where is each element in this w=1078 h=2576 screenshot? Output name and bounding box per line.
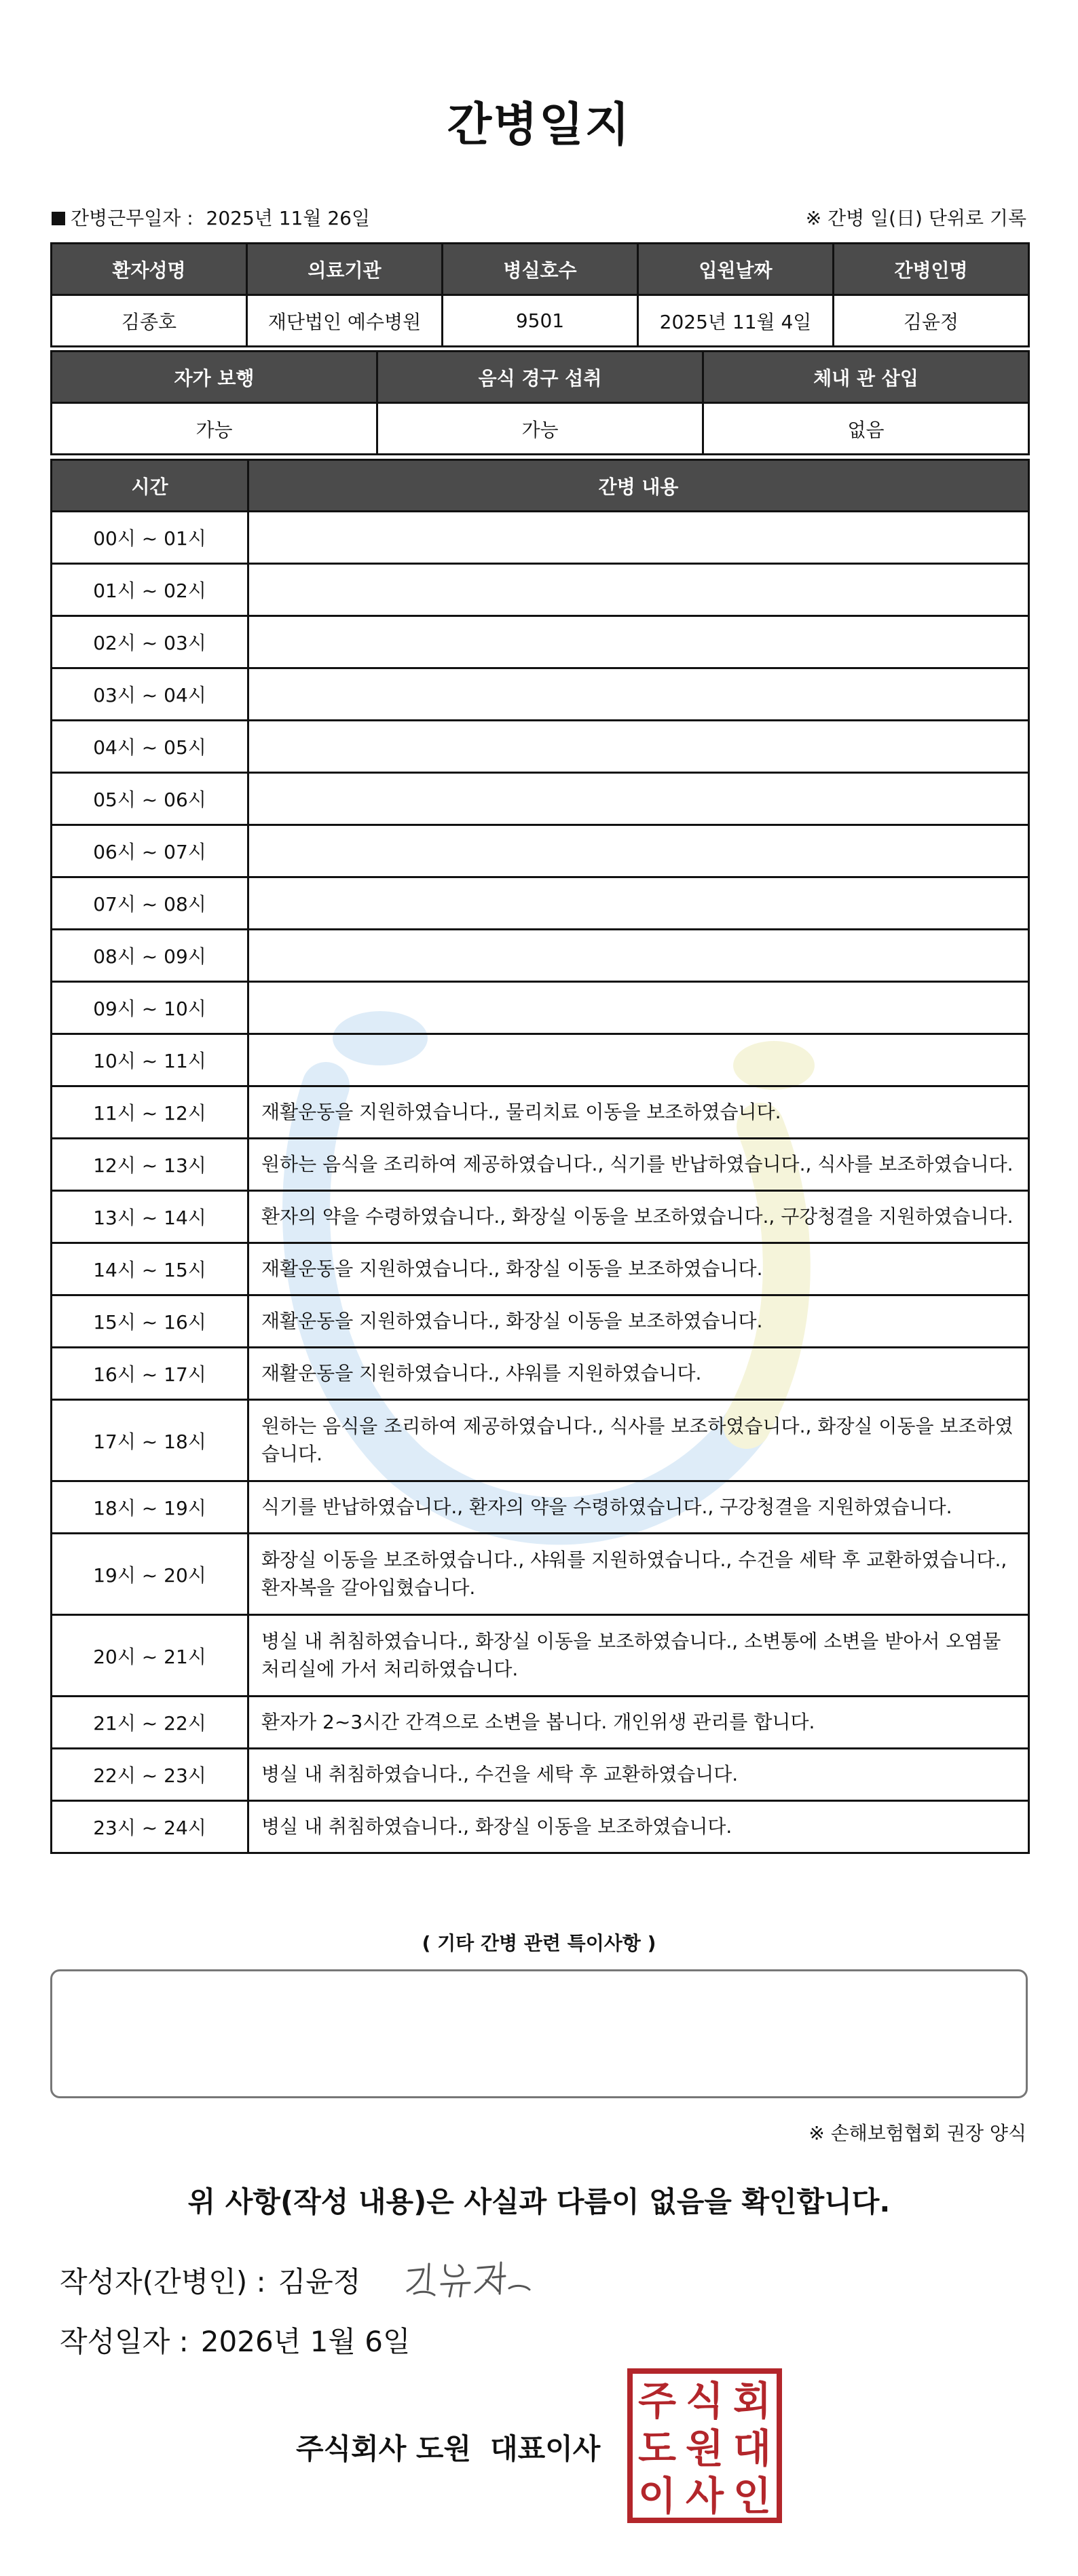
log-time-cell: 13시 ~ 14시 bbox=[52, 1191, 248, 1243]
log-row bbox=[52, 668, 1029, 721]
log-content-cell bbox=[248, 616, 1029, 668]
log-content-cell bbox=[248, 1034, 1029, 1086]
log-time-cell: 08시 ~ 09시 bbox=[52, 930, 248, 982]
log-time-cell: 07시 ~ 08시 bbox=[52, 877, 248, 930]
log-row bbox=[52, 1400, 1029, 1481]
header-caregiver-name: 간병인명 bbox=[834, 244, 1029, 295]
room-number-value: 9501 bbox=[443, 295, 638, 347]
log-row bbox=[52, 1139, 1029, 1191]
written-date-value: 2026년 1월 6일 bbox=[200, 2325, 411, 2358]
log-time-cell: 01시 ~ 02시 bbox=[52, 564, 248, 616]
log-time-cell: 18시 ~ 19시 bbox=[52, 1481, 248, 1534]
work-date-line bbox=[52, 204, 370, 231]
log-row bbox=[52, 1243, 1029, 1295]
log-time-cell: 02시 ~ 03시 bbox=[52, 616, 248, 668]
svg-text:이: 이 bbox=[637, 2473, 677, 2519]
document-title: 간병일지 bbox=[447, 98, 631, 152]
log-content-cell: 병실 내 취침하였습니다., 화장실 이동을 보조하였습니다., 소변통에 소변을 받아서 오염물처리실에 가서 처리하였습니다. bbox=[248, 1615, 1029, 1697]
log-time-cell: 14시 ~ 15시 bbox=[52, 1243, 248, 1295]
notes-title: ( 기타 간병 관련 특이사항 ) bbox=[422, 1932, 656, 1954]
log-content-cell: 재활운동을 지원하였습니다., 화장실 이동을 보조하였습니다. bbox=[248, 1243, 1029, 1295]
log-time-cell: 21시 ~ 22시 bbox=[52, 1697, 248, 1749]
log-time-cell: 09시 ~ 10시 bbox=[52, 982, 248, 1034]
log-row bbox=[52, 773, 1029, 825]
log-content-cell bbox=[248, 982, 1029, 1034]
header-time: 시간 bbox=[52, 460, 248, 512]
log-row bbox=[52, 877, 1029, 930]
log-content-cell: 재활운동을 지원하였습니다., 화장실 이동을 보조하였습니다. bbox=[248, 1295, 1029, 1348]
log-row bbox=[52, 1481, 1029, 1534]
patient-name-value: 김종호 bbox=[52, 295, 247, 347]
svg-text:회: 회 bbox=[732, 2378, 772, 2424]
log-row bbox=[52, 1801, 1029, 1853]
confirmation-statement: 위 사항(작성 내용)은 사실과 다름이 없음을 확인합니다. bbox=[187, 2185, 891, 2218]
svg-text:식: 식 bbox=[685, 2378, 724, 2424]
log-row bbox=[52, 1615, 1029, 1697]
hourly-care-log-table bbox=[50, 459, 1030, 1854]
patient-info-table bbox=[50, 242, 1030, 347]
work-date-label: 간병근무일자 : bbox=[71, 207, 193, 229]
log-time-cell: 15시 ~ 16시 bbox=[52, 1295, 248, 1348]
tube-insertion-value: 없음 bbox=[703, 403, 1029, 455]
log-row bbox=[52, 512, 1029, 564]
log-content-cell bbox=[248, 773, 1029, 825]
admission-date-value: 2025년 11월 4일 bbox=[638, 295, 834, 347]
log-time-cell: 06시 ~ 07시 bbox=[52, 825, 248, 877]
daily-record-note: ※ 간병 일(日) 단위로 기록 bbox=[805, 207, 1026, 229]
log-content-cell: 식기를 반납하였습니다., 환자의 약을 수령하였습니다., 구강청결을 지원하였습니다. bbox=[248, 1481, 1029, 1534]
handwritten-signature bbox=[399, 2250, 535, 2305]
svg-text:사: 사 bbox=[685, 2473, 724, 2519]
svg-text:도: 도 bbox=[637, 2425, 677, 2471]
log-content-cell: 원하는 음식을 조리하여 제공하였습니다., 식기를 반납하였습니다., 식사를 보조하였습니다. bbox=[248, 1139, 1029, 1191]
company-line bbox=[296, 2427, 600, 2467]
log-row bbox=[52, 1534, 1029, 1615]
log-content-cell bbox=[248, 668, 1029, 721]
company-ceo-title: 대표이사 bbox=[490, 2432, 601, 2465]
hospital-value: 재단법인 예수병원 bbox=[247, 295, 443, 347]
writer-line bbox=[60, 2260, 360, 2300]
log-row bbox=[52, 1034, 1029, 1086]
log-time-cell: 03시 ~ 04시 bbox=[52, 668, 248, 721]
log-time-cell: 11시 ~ 12시 bbox=[52, 1086, 248, 1139]
log-content-cell: 원하는 음식을 조리하여 제공하였습니다., 식사를 보조하였습니다., 화장실 이동을 보조하였습니다. bbox=[248, 1400, 1029, 1481]
log-time-cell: 05시 ~ 06시 bbox=[52, 773, 248, 825]
log-content-cell: 화장실 이동을 보조하였습니다., 샤워를 지원하였습니다., 수건을 세탁 후 교환하였습니다., 환자복을 갈아입혔습니다. bbox=[248, 1534, 1029, 1615]
log-content-cell bbox=[248, 512, 1029, 564]
log-row bbox=[52, 616, 1029, 668]
square-bullet-icon bbox=[52, 212, 65, 225]
log-content-cell: 환자가 2~3시간 간격으로 소변을 봅니다. 개인위생 관리를 합니다. bbox=[248, 1697, 1029, 1749]
written-date-label: 작성일자 : bbox=[60, 2325, 189, 2358]
log-time-cell: 10시 ~ 11시 bbox=[52, 1034, 248, 1086]
log-row bbox=[52, 1086, 1029, 1139]
header-room-number: 병실호수 bbox=[443, 244, 638, 295]
log-row bbox=[52, 1191, 1029, 1243]
writer-label: 작성자(간병인) : bbox=[60, 2265, 266, 2298]
header-self-walking: 자가 보행 bbox=[52, 352, 377, 403]
log-content-cell bbox=[248, 930, 1029, 982]
log-row bbox=[52, 564, 1029, 616]
written-date-line bbox=[60, 2319, 411, 2360]
log-time-cell: 20시 ~ 21시 bbox=[52, 1615, 248, 1697]
recommended-form-note: ※ 손해보험협회 권장 양식 bbox=[809, 2122, 1026, 2144]
log-content-cell bbox=[248, 825, 1029, 877]
log-content-cell bbox=[248, 877, 1029, 930]
log-row bbox=[52, 982, 1029, 1034]
svg-text:원: 원 bbox=[685, 2425, 724, 2471]
log-content-cell bbox=[248, 564, 1029, 616]
header-tube-insertion: 체내 관 삽입 bbox=[703, 352, 1029, 403]
caregiver-name-value: 김윤정 bbox=[834, 295, 1029, 347]
log-content-cell: 재활운동을 지원하였습니다., 물리치료 이동을 보조하였습니다. bbox=[248, 1086, 1029, 1139]
log-row bbox=[52, 1348, 1029, 1400]
special-notes-box bbox=[50, 1969, 1028, 2098]
work-date-value: 2025년 11월 26일 bbox=[206, 207, 370, 229]
log-content-cell: 병실 내 취침하였습니다., 화장실 이동을 보조하였습니다. bbox=[248, 1801, 1029, 1853]
log-time-cell: 23시 ~ 24시 bbox=[52, 1801, 248, 1853]
log-content-cell: 환자의 약을 수령하였습니다., 화장실 이동을 보조하였습니다., 구강청결을 지원하였습니다. bbox=[248, 1191, 1029, 1243]
company-name: 주식회사 도원 bbox=[296, 2432, 472, 2465]
log-time-cell: 17시 ~ 18시 bbox=[52, 1400, 248, 1481]
log-content-cell bbox=[248, 721, 1029, 773]
header-hospital: 의료기관 bbox=[247, 244, 443, 295]
log-time-cell: 16시 ~ 17시 bbox=[52, 1348, 248, 1400]
log-row bbox=[52, 1697, 1029, 1749]
log-content-cell: 재활운동을 지원하였습니다., 샤워를 지원하였습니다. bbox=[248, 1348, 1029, 1400]
log-time-cell: 12시 ~ 13시 bbox=[52, 1139, 248, 1191]
log-row bbox=[52, 1749, 1029, 1801]
log-row bbox=[52, 825, 1029, 877]
header-admission-date: 입원날짜 bbox=[638, 244, 834, 295]
header-care-content: 간병 내용 bbox=[248, 460, 1029, 512]
log-time-cell: 22시 ~ 23시 bbox=[52, 1749, 248, 1801]
svg-text:대: 대 bbox=[732, 2425, 772, 2471]
oral-intake-value: 가능 bbox=[377, 403, 703, 455]
header-oral-intake: 음식 경구 섭취 bbox=[377, 352, 703, 403]
svg-text:인: 인 bbox=[732, 2473, 772, 2519]
log-content-cell: 병실 내 취침하였습니다., 수건을 세탁 후 교환하였습니다. bbox=[248, 1749, 1029, 1801]
svg-text:주: 주 bbox=[637, 2378, 677, 2424]
patient-status-table bbox=[50, 350, 1030, 455]
log-time-cell: 00시 ~ 01시 bbox=[52, 512, 248, 564]
log-row bbox=[52, 930, 1029, 982]
self-walking-value: 가능 bbox=[52, 403, 377, 455]
log-time-cell: 19시 ~ 20시 bbox=[52, 1534, 248, 1615]
company-seal-stamp bbox=[626, 2367, 783, 2524]
log-row bbox=[52, 721, 1029, 773]
log-row bbox=[52, 1295, 1029, 1348]
writer-name: 김윤정 bbox=[278, 2265, 361, 2298]
log-time-cell: 04시 ~ 05시 bbox=[52, 721, 248, 773]
header-patient-name: 환자성명 bbox=[52, 244, 247, 295]
